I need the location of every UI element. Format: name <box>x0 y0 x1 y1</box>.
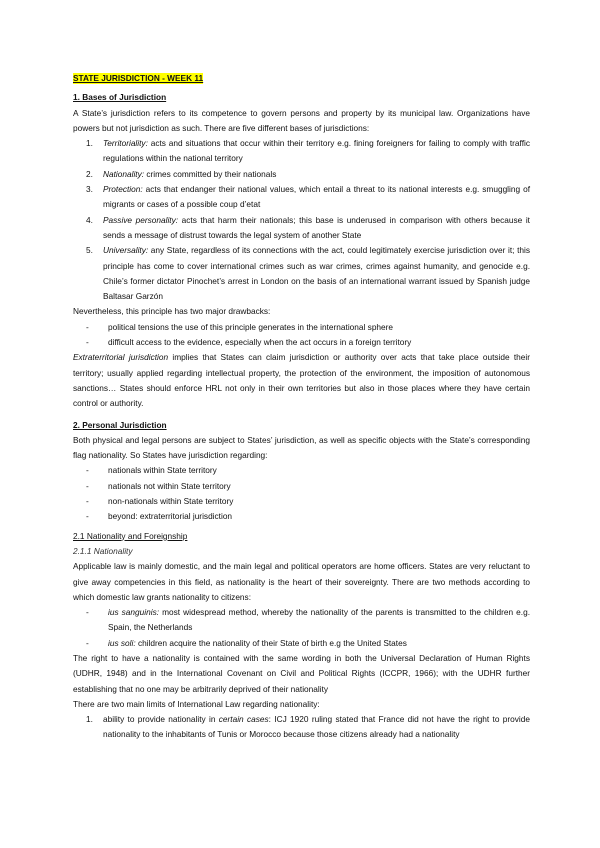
drawbacks-intro: Nevertheless, this principle has two major drawbacks: <box>73 306 271 317</box>
subsection-2-1-1-heading: 2.1.1 Nationality <box>73 545 133 556</box>
right-to-nationality-paragraph: The right to have a nationality is contained with the same wording in both the Universal Declaration of Human Rights (UDHR, 1948) and in the International Covenant on Civil and Political Rights (ICCPR, 1966); with the UDHR further establishing that no one may be arbitrarily deprived of their nationality <box>73 652 530 694</box>
section-1-intro: A State’s jurisdiction refers to its competence to govern persons and property by its municipal law. Organizations have powers but not jurisdiction as such. There are five different bases of jurisdictions: <box>73 107 530 133</box>
limits-intro: There are two main limits of International Law regarding nationality: <box>73 698 320 709</box>
drawback-item: - difficult access to the evidence, especially when the act occurs in a foreign territory <box>86 337 412 348</box>
jurisdiction-item: - nationals not within State territory <box>86 480 231 491</box>
section-2-heading: 2. Personal Jurisdiction <box>73 419 167 430</box>
base-item: 2. Nationality: crimes committed by their nationals <box>86 168 277 179</box>
base-item: 1. Territoriality: acts and situations that occur within their territory e.g. fining foreigners for failing to comply with traffic regulations within the national territory <box>86 138 530 164</box>
base-item: 5. Universality: any State, regardless of its connections with the act, could legitimately exercise jurisdiction over it; this principle has come to cover international crimes such as war crimes, crimes against humanity, and genocide e.g. Chile’s former dictator Pinochet’s arrest in London on the basis of an international warrant issued by Spanish judge Baltasar Garzón <box>86 245 530 302</box>
extraterritorial-paragraph: Extraterritorial jurisdiction implies that States can claim jurisdiction or authority over acts that take place outside their territory; usually applied regarding intellectual property, the protection of the environment, the imposition of autonomous sanctions… States should enforce HRL not only in their own territories but also in those places where they have certain control or authority. <box>73 352 531 409</box>
drawback-item: - political tensions the use of this principle generates in the international sphere <box>86 321 394 332</box>
section-2-intro: Both physical and legal persons are subject to States’ jurisdiction, as well as specific objects with the State’s corresponding flag nationality. So States have jurisdiction regarding: <box>73 434 530 461</box>
base-item: 3. Protection: acts that endanger their national values, which entail a threat to its national interests e.g. smuggling of migrants or cases of a possible coup d’etat <box>86 184 530 210</box>
jurisdiction-item: - non-nationals within State territory <box>86 496 234 507</box>
document-page <box>73 71 530 743</box>
base-item: 4. Passive personality: acts that harm their nationals; this base is underused in comparison with others because it sends a message of distrust towards the legal system of another State <box>86 214 530 240</box>
jurisdiction-item: - nationals within State territory <box>86 465 217 476</box>
jurisdiction-item: - beyond: extraterritorial jurisdiction <box>86 511 233 522</box>
limit-item: 1. ability to provide nationality in certain cases: ICJ 1920 ruling stated that France did not have the right to provide nationality to the inhabitants of Tunis or Morocco because those citizens already had a nationality <box>86 714 530 740</box>
subsection-2-1-heading: 2.1 Nationality and Foreignship <box>73 530 188 541</box>
method-item: - ius sanguinis: most widespread method, whereby the nationality of the parents is transmitted to the children e.g. Spain, the Netherlands <box>86 607 530 633</box>
section-1-heading: 1. Bases of Jurisdiction <box>73 92 167 103</box>
method-item: - ius soli: children acquire the nationality of their State of birth e.g the United States <box>86 637 407 648</box>
document-title: STATE JURISDICTION - WEEK 11 <box>73 73 204 83</box>
nationality-paragraph: Applicable law is mainly domestic, and the main legal and political operators are home officers. States are very reluctant to give away competencies in this field, as nationality is the heart of their sovereignty. There are two methods according to which domestic law grants nationality to citizens: <box>73 561 530 602</box>
bases-list <box>73 136 530 304</box>
